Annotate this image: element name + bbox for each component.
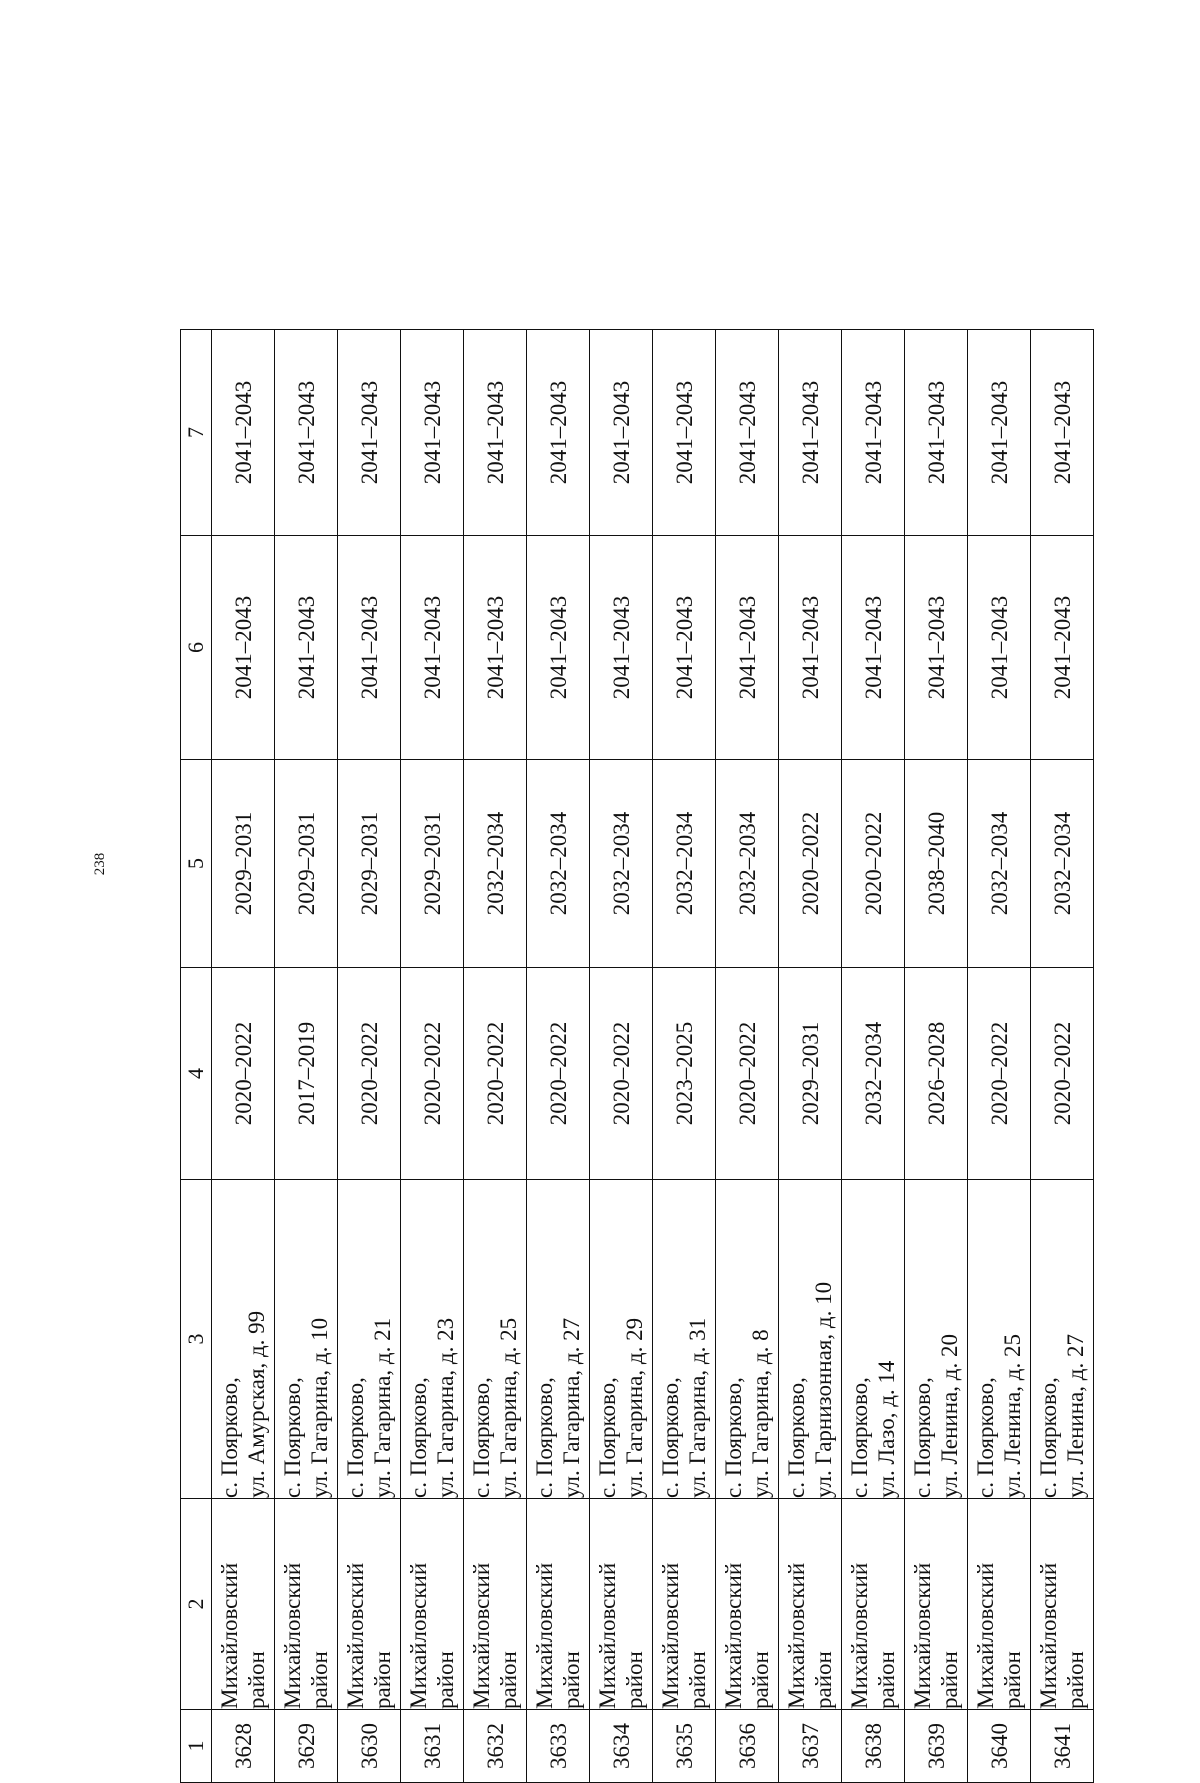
- district-cell-line: район: [1063, 1651, 1088, 1709]
- period-col-6: 2041–2043: [1031, 536, 1094, 760]
- table-row: [527, 330, 590, 1783]
- address-cell-line: с. Поярково,: [406, 1377, 431, 1498]
- address-cell-line: ул. Ленина, д. 25: [1000, 1334, 1025, 1498]
- period-col-7: 2041–2043: [212, 330, 275, 536]
- period-col-7: 2041–2043: [905, 330, 968, 536]
- district-cell-line: Михайловский: [784, 1562, 809, 1709]
- address-cell: [968, 1180, 1031, 1499]
- district-cell-line: Михайловский: [1036, 1562, 1061, 1709]
- district-cell-line: Михайловский: [217, 1562, 242, 1709]
- address-cell: [590, 1180, 653, 1499]
- period-col-7: 2041–2043: [275, 330, 338, 536]
- district-cell: [590, 1499, 653, 1710]
- period-col-4: 2032–2034: [842, 968, 905, 1180]
- district-cell: [1031, 1499, 1094, 1710]
- period-col-5: 2032–2034: [653, 760, 716, 968]
- district-cell: [716, 1499, 779, 1710]
- header-col-4: 4: [181, 968, 212, 1180]
- address-cell: [1031, 1180, 1094, 1499]
- period-col-4: 2029–2031: [779, 968, 842, 1180]
- period-col-7: 2041–2043: [968, 330, 1031, 536]
- address-cell-line: ул. Гарнизонная, д. 10: [811, 1281, 836, 1498]
- row-number: 3629: [275, 1710, 338, 1783]
- district-cell-line: район: [937, 1651, 962, 1709]
- period-col-5: 2032–2034: [590, 760, 653, 968]
- period-col-4: 2020–2022: [464, 968, 527, 1180]
- period-col-5: 2032–2034: [1031, 760, 1094, 968]
- district-cell: [905, 1499, 968, 1710]
- period-col-5: 2020–2022: [779, 760, 842, 968]
- address-cell-line: с. Поярково,: [532, 1377, 557, 1498]
- district-cell: [464, 1499, 527, 1710]
- period-col-6: 2041–2043: [590, 536, 653, 760]
- table-row: [842, 330, 905, 1783]
- period-col-5: 2029–2031: [338, 760, 401, 968]
- period-col-6: 2041–2043: [779, 536, 842, 760]
- table-row: [716, 330, 779, 1783]
- period-col-4: 2017–2019: [275, 968, 338, 1180]
- row-number: 3632: [464, 1710, 527, 1783]
- period-col-5: 2032–2034: [464, 760, 527, 968]
- header-col-2: 2: [181, 1499, 212, 1710]
- district-cell-line: район: [811, 1651, 836, 1709]
- period-col-4: 2020–2022: [212, 968, 275, 1180]
- row-number: 3639: [905, 1710, 968, 1783]
- page-number: 238: [92, 852, 108, 876]
- district-cell-line: Михайловский: [280, 1562, 305, 1709]
- header-row: [181, 330, 212, 1783]
- header-col-7: 7: [181, 330, 212, 536]
- district-cell-line: район: [559, 1651, 584, 1709]
- header-col-6: 6: [181, 536, 212, 760]
- period-col-6: 2041–2043: [338, 536, 401, 760]
- period-col-6: 2041–2043: [905, 536, 968, 760]
- row-number: 3634: [590, 1710, 653, 1783]
- address-cell: [905, 1180, 968, 1499]
- address-cell: [338, 1180, 401, 1499]
- district-cell-line: район: [622, 1651, 647, 1709]
- address-cell-line: ул. Гагарина, д. 23: [433, 1317, 458, 1498]
- table-body: [212, 330, 1094, 1783]
- period-col-6: 2041–2043: [653, 536, 716, 760]
- address-cell-line: с. Поярково,: [343, 1377, 368, 1498]
- address-cell: [779, 1180, 842, 1499]
- address-cell: [401, 1180, 464, 1499]
- address-cell-line: ул. Гагарина, д. 21: [370, 1317, 395, 1498]
- address-cell-line: ул. Гагарина, д. 27: [559, 1317, 584, 1498]
- table-row: [968, 330, 1031, 1783]
- period-col-6: 2041–2043: [842, 536, 905, 760]
- address-cell: [212, 1180, 275, 1499]
- period-col-7: 2041–2043: [590, 330, 653, 536]
- period-col-4: 2020–2022: [401, 968, 464, 1180]
- district-cell-line: Михайловский: [595, 1562, 620, 1709]
- period-col-7: 2041–2043: [653, 330, 716, 536]
- period-col-4: 2020–2022: [968, 968, 1031, 1180]
- period-col-5: 2029–2031: [212, 760, 275, 968]
- period-col-5: 2029–2031: [401, 760, 464, 968]
- period-col-4: 2020–2022: [338, 968, 401, 1180]
- district-cell-line: Михайловский: [658, 1562, 683, 1709]
- row-number: 3630: [338, 1710, 401, 1783]
- table-row: [401, 330, 464, 1783]
- address-cell: [464, 1180, 527, 1499]
- district-cell: [338, 1499, 401, 1710]
- row-number: 3633: [527, 1710, 590, 1783]
- address-cell-line: ул. Гагарина, д. 8: [748, 1329, 773, 1498]
- row-number: 3636: [716, 1710, 779, 1783]
- period-col-7: 2041–2043: [1031, 330, 1094, 536]
- row-number: 3641: [1031, 1710, 1094, 1783]
- district-cell: [527, 1499, 590, 1710]
- district-cell-line: район: [748, 1651, 773, 1709]
- period-col-5: 2038–2040: [905, 760, 968, 968]
- address-cell: [653, 1180, 716, 1499]
- address-cell-line: ул. Гагарина, д. 31: [685, 1317, 710, 1498]
- row-number: 3638: [842, 1710, 905, 1783]
- period-col-7: 2041–2043: [464, 330, 527, 536]
- district-cell-line: Михайловский: [910, 1562, 935, 1709]
- row-number: 3631: [401, 1710, 464, 1783]
- address-cell-line: ул. Лазо, д. 14: [874, 1360, 899, 1498]
- period-col-7: 2041–2043: [401, 330, 464, 536]
- table-row: [1031, 330, 1094, 1783]
- table-row: [653, 330, 716, 1783]
- address-cell-line: с. Поярково,: [847, 1377, 872, 1498]
- address-cell-line: с. Поярково,: [910, 1377, 935, 1498]
- district-cell-line: район: [244, 1651, 269, 1709]
- period-col-6: 2041–2043: [401, 536, 464, 760]
- address-cell-line: с. Поярково,: [1036, 1377, 1061, 1498]
- period-col-6: 2041–2043: [527, 536, 590, 760]
- district-cell-line: Михайловский: [721, 1562, 746, 1709]
- district-cell-line: район: [874, 1651, 899, 1709]
- period-col-7: 2041–2043: [842, 330, 905, 536]
- register-table: [180, 329, 1094, 1783]
- address-cell-line: с. Поярково,: [784, 1377, 809, 1498]
- header-col-3: 3: [181, 1180, 212, 1499]
- district-cell-line: район: [496, 1651, 521, 1709]
- period-col-5: 2032–2034: [968, 760, 1031, 968]
- period-col-6: 2041–2043: [275, 536, 338, 760]
- address-cell-line: ул. Амурская, д. 99: [244, 1310, 269, 1498]
- address-cell-line: с. Поярково,: [469, 1377, 494, 1498]
- period-col-4: 2023–2025: [653, 968, 716, 1180]
- district-cell-line: Михайловский: [847, 1562, 872, 1709]
- address-cell-line: ул. Гагарина, д. 10: [307, 1317, 332, 1498]
- period-col-5: 2020–2022: [842, 760, 905, 968]
- header-col-1: 1: [181, 1710, 212, 1783]
- district-cell-line: Михайловский: [532, 1562, 557, 1709]
- address-cell-line: ул. Ленина, д. 20: [937, 1334, 962, 1498]
- period-col-4: 2020–2022: [1031, 968, 1094, 1180]
- period-col-6: 2041–2043: [212, 536, 275, 760]
- district-cell-line: Михайловский: [469, 1562, 494, 1709]
- address-cell-line: с. Поярково,: [658, 1377, 683, 1498]
- register-table-container: [180, 330, 1088, 1783]
- period-col-6: 2041–2043: [464, 536, 527, 760]
- period-col-5: 2032–2034: [716, 760, 779, 968]
- district-cell: [842, 1499, 905, 1710]
- district-cell-line: район: [307, 1651, 332, 1709]
- period-col-7: 2041–2043: [527, 330, 590, 536]
- row-number: 3637: [779, 1710, 842, 1783]
- period-col-6: 2041–2043: [968, 536, 1031, 760]
- district-cell-line: район: [685, 1651, 710, 1709]
- header-col-5: 5: [181, 760, 212, 968]
- district-cell: [401, 1499, 464, 1710]
- address-cell: [716, 1180, 779, 1499]
- row-number: 3628: [212, 1710, 275, 1783]
- table-row: [779, 330, 842, 1783]
- row-number: 3635: [653, 1710, 716, 1783]
- address-cell-line: с. Поярково,: [973, 1377, 998, 1498]
- table-row: [464, 330, 527, 1783]
- address-cell-line: с. Поярково,: [595, 1377, 620, 1498]
- district-cell-line: Михайловский: [406, 1562, 431, 1709]
- address-cell-line: с. Поярково,: [280, 1377, 305, 1498]
- district-cell-line: район: [370, 1651, 395, 1709]
- period-col-4: 2026–2028: [905, 968, 968, 1180]
- period-col-7: 2041–2043: [338, 330, 401, 536]
- table-row: [275, 330, 338, 1783]
- table-row: [212, 330, 275, 1783]
- table-row: [905, 330, 968, 1783]
- period-col-6: 2041–2043: [716, 536, 779, 760]
- address-cell-line: с. Поярково,: [721, 1377, 746, 1498]
- period-col-5: 2029–2031: [275, 760, 338, 968]
- address-cell: [842, 1180, 905, 1499]
- district-cell: [968, 1499, 1031, 1710]
- address-cell-line: ул. Гагарина, д. 29: [622, 1317, 647, 1498]
- period-col-4: 2020–2022: [590, 968, 653, 1180]
- address-cell-line: ул. Гагарина, д. 25: [496, 1317, 521, 1498]
- address-cell-line: ул. Ленина, д. 27: [1063, 1334, 1088, 1498]
- row-number: 3640: [968, 1710, 1031, 1783]
- district-cell-line: Михайловский: [343, 1562, 368, 1709]
- district-cell-line: Михайловский: [973, 1562, 998, 1709]
- address-cell: [275, 1180, 338, 1499]
- period-col-7: 2041–2043: [779, 330, 842, 536]
- period-col-5: 2032–2034: [527, 760, 590, 968]
- period-col-4: 2020–2022: [716, 968, 779, 1180]
- district-cell: [653, 1499, 716, 1710]
- address-cell: [527, 1180, 590, 1499]
- table-row: [590, 330, 653, 1783]
- period-col-7: 2041–2043: [716, 330, 779, 536]
- district-cell: [212, 1499, 275, 1710]
- district-cell-line: район: [433, 1651, 458, 1709]
- district-cell: [779, 1499, 842, 1710]
- district-cell-line: район: [1000, 1651, 1025, 1709]
- table-row: [338, 330, 401, 1783]
- address-cell-line: с. Поярково,: [217, 1377, 242, 1498]
- district-cell: [275, 1499, 338, 1710]
- period-col-4: 2020–2022: [527, 968, 590, 1180]
